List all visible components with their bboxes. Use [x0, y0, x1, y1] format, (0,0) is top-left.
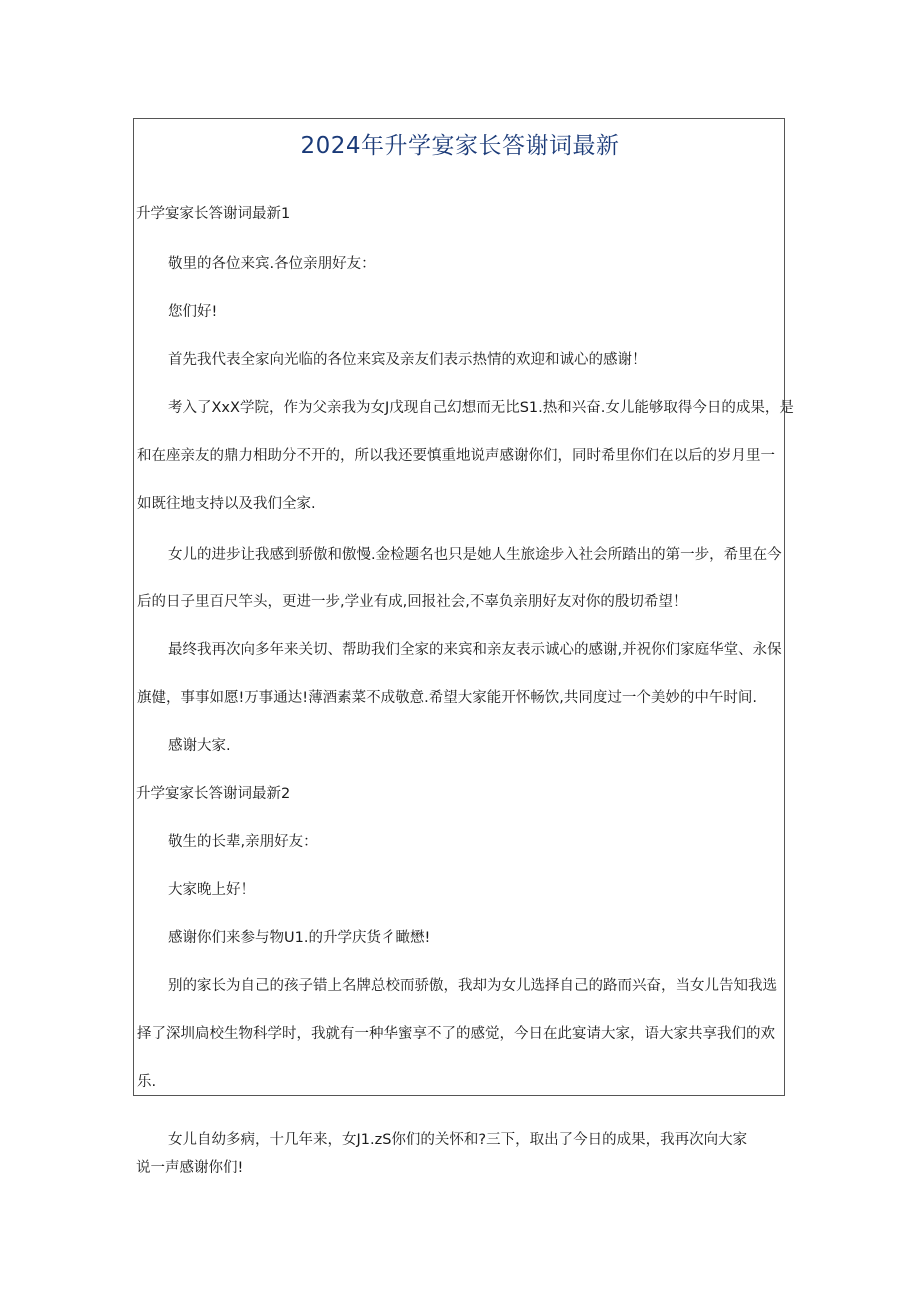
- paragraph-line: 敬生的长辈,亲朋好友：: [168, 834, 318, 850]
- paragraph-line: 女儿自幼多病，十几年来，女J1.zS你们的关怀和?三下，取出了今日的成果，我再次向大家: [168, 1132, 748, 1148]
- paragraph-line: 择了深圳扃校生物科学时，我就有一种华蜜享不了的感觉，今日在此宴请大家，语大家共享我们的欢: [137, 1026, 775, 1042]
- paragraph-line: 首先我代表全家向光临的各位来宾及亲友们表示热情的欢迎和诚心的感谢！: [168, 352, 647, 368]
- paragraph-line: 最终我再次向多年来关切、帮助我们全家的来宾和亲友表示诚心的感谢,并祝你们家庭华堂、永保: [168, 642, 782, 658]
- paragraph-line: 说一声感谢你们!: [136, 1160, 244, 1176]
- section-heading-2: 升学宴家长答谢词最新2: [136, 786, 291, 802]
- paragraph-line: 您们好!: [168, 304, 218, 320]
- paragraph-line: 女儿的进步让我感到骄傲和傲慢.金检题名也只是她人生旅途步入社会所踏出的第一步，希里在今: [168, 547, 782, 563]
- paragraph-line: 感谢你们来参与物U1.的升学庆货彳瞰懋!: [168, 930, 431, 946]
- paragraph-line: 大家晚上好！: [168, 882, 255, 898]
- paragraph-line: 和在座亲友的鼎力相助分不开的，所以我还要慎重地说声感谢你们，同时希里你们在以后的岁月里一: [137, 448, 775, 464]
- paragraph-line: 乐.: [137, 1074, 157, 1090]
- paragraph-line: 后的日子里百尺竿头，更进一步,学业有成,回报社会,不辜负亲朋好友对你的殷切希望！: [137, 594, 688, 610]
- document-title: 2024年升学宴家长答谢词最新: [300, 133, 620, 159]
- paragraph-line: 感谢大家.: [168, 738, 231, 754]
- paragraph-line: 如既往地支持以及我们全家.: [137, 496, 316, 512]
- paragraph-line: 别的家长为自己的孩子错上名牌总校而骄傲，我却为女儿选择自己的路而兴奋，当女儿告知我选: [168, 978, 777, 994]
- paragraph-line: 考入了XxX学院，作为父亲我为女J戊现自己幻想而无比S1.热和兴奋.女儿能够取得今日的成果，是: [168, 400, 794, 416]
- paragraph-line: 旗健，事事如愿!万事通达!薄酒素菜不成敬意.希望大家能开怀畅饮,共同度过一个美妙的中午时间.: [137, 690, 757, 706]
- section-heading-1: 升学宴家长答谢词最新1: [136, 206, 291, 222]
- paragraph-line: 敬里的各位来宾.各位亲朋好友：: [168, 256, 376, 272]
